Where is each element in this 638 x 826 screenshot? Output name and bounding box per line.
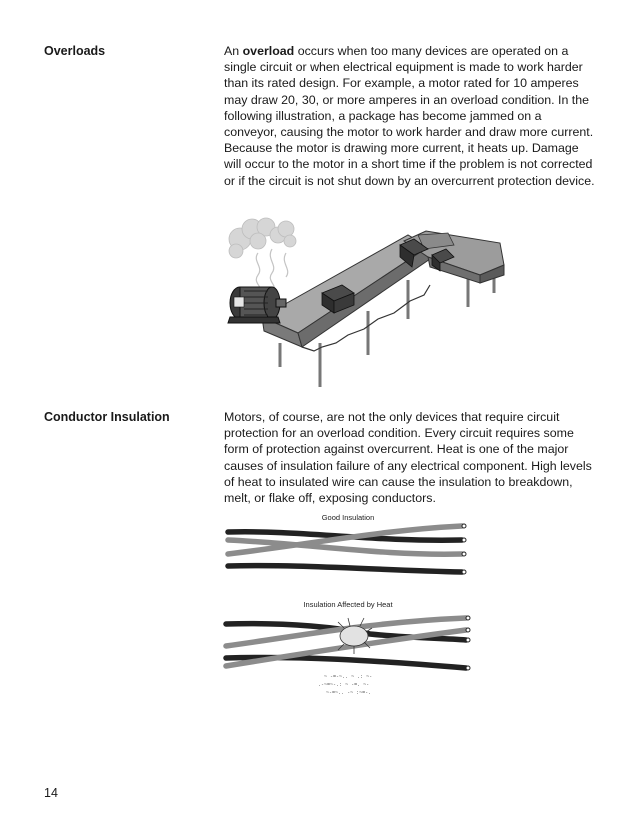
svg-text:~ -=-~.. ~ .: ~-: ~ -=-~.. ~ .: ~- xyxy=(324,674,373,680)
conveyor-overload-illustration xyxy=(218,205,518,391)
overload-term: overload xyxy=(242,44,295,58)
heat-waves xyxy=(256,249,287,293)
good-insulation-caption: Good Insulation xyxy=(321,513,375,522)
svg-text:.-~=~-.: ~ -=. ~-: .-~=~-.: ~ -=. ~- xyxy=(318,682,370,688)
overloads-heading: Overloads xyxy=(44,44,106,58)
conductor-insulation-heading: Conductor Insulation xyxy=(44,410,170,424)
overloads-paragraph xyxy=(224,43,596,189)
heat-insulation-caption: Insulation Affected by Heat xyxy=(303,600,393,609)
good-wire-4 xyxy=(228,566,462,572)
svg-text:~-=~.. -~ :~=-.: ~-=~.. -~ :~=-. xyxy=(326,690,372,696)
heat-damaged-wires xyxy=(220,608,476,704)
overloads-text-prefix: An xyxy=(224,44,243,58)
good-insulation-wires xyxy=(222,520,474,582)
overloads-text-body: occurs when too many devices are operated on a single circuit or when electrical equipment is made to work harder than its rated design. For example, a motor rated for 10 amperes may draw 20, 30, or more amperes in an overload condition. In the following illustration, a package has become jammed on a conveyor, causing the motor to work harder and draw more current. Because the motor is drawing more current, it heats up. Damage will occur to the motor in a short time if the problem is not corrected or if the circuit is not shut down by an overcurrent protection device. xyxy=(224,44,595,188)
conductor-insulation-paragraph: Motors, of course, are not the only devices that require circuit protection for an overload condition. Every circuit requires some form of protection against overcurrent. Heat is one of the major causes of insulation failure of any electrical component. High levels of heat to insulated wire can cause the insulation to breakdown, melt, or flake off, exposing conductors. xyxy=(224,410,592,506)
smoke-icon xyxy=(229,218,296,258)
insulation-flakes-icon xyxy=(318,674,372,696)
page-number: 14 xyxy=(44,786,58,800)
motor-icon xyxy=(228,287,286,323)
